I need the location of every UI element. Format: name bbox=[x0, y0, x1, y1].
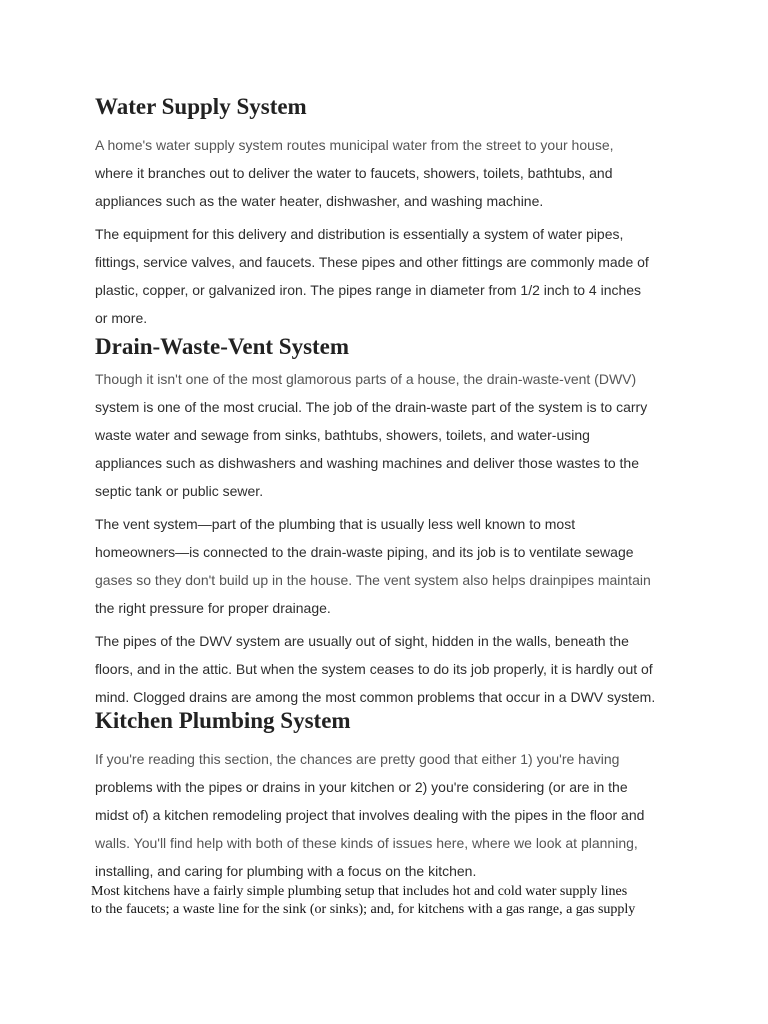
text-line: system is one of the most crucial. The job of the drain-waste part of the system is to carry bbox=[95, 399, 648, 415]
text-line: The equipment for this delivery and distribution is essentially a system of water pipes, bbox=[95, 226, 624, 242]
text-line: fittings, service valves, and faucets. These pipes and other fittings are commonly made of bbox=[95, 254, 649, 270]
text-line: the right pressure for proper drainage. bbox=[95, 600, 331, 616]
text-line: or more. bbox=[95, 310, 148, 326]
text-line: problems with the pipes or drains in your kitchen or 2) you're considering (or are in the bbox=[95, 779, 628, 795]
text-line: homeowners—is connected to the drain-waste piping, and its job is to ventilate sewage bbox=[95, 544, 634, 560]
heading-drain-waste-vent-system: Drain-Waste-Vent System bbox=[95, 334, 350, 359]
text-line: If you're reading this section, the chances are pretty good that either 1) you're having bbox=[95, 751, 620, 767]
trailing-text-line: Most kitchens have a fairly simple plumbing setup that includes hot and cold water supply lines bbox=[91, 884, 628, 899]
text-line: midst of) a kitchen remodeling project that involves dealing with the pipes in the floor and bbox=[95, 807, 645, 823]
text-line: installing, and caring for plumbing with a focus on the kitchen. bbox=[95, 863, 477, 879]
text-line: The vent system—part of the plumbing that is usually less well known to most bbox=[95, 516, 576, 532]
text-line: appliances such as dishwashers and washing machines and deliver those wastes to the bbox=[95, 455, 639, 471]
text-line: Though it isn't one of the most glamorous parts of a house, the drain-waste-vent (DWV) bbox=[95, 371, 637, 387]
text-line: walls. You'll find help with both of these kinds of issues here, where we look at planning, bbox=[95, 835, 638, 851]
heading-water-supply-system: Water Supply System bbox=[95, 94, 307, 119]
text-line: where it branches out to deliver the water to faucets, showers, toilets, bathtubs, and bbox=[95, 165, 613, 181]
text-line: mind. Clogged drains are among the most common problems that occur in a DWV system. bbox=[95, 689, 656, 705]
text-line: gases so they don't build up in the house. The vent system also helps drainpipes maintain bbox=[95, 572, 651, 588]
text-line: septic tank or public sewer. bbox=[95, 483, 264, 499]
heading-kitchen-plumbing-system: Kitchen Plumbing System bbox=[95, 708, 351, 733]
text-line: The pipes of the DWV system are usually out of sight, hidden in the walls, beneath the bbox=[95, 633, 629, 649]
text-line: floors, and in the attic. But when the system ceases to do its job properly, it is hardly out of bbox=[95, 661, 653, 677]
text-line: waste water and sewage from sinks, bathtubs, showers, toilets, and water-using bbox=[95, 427, 590, 443]
text-line: plastic, copper, or galvanized iron. The pipes range in diameter from 1/2 inch to 4 inches bbox=[95, 282, 642, 298]
trailing-text-line: to the faucets; a waste line for the sink (or sinks); and, for kitchens with a gas range, a gas supply bbox=[91, 902, 636, 917]
text-line: A home's water supply system routes municipal water from the street to your house, bbox=[95, 137, 614, 153]
text-line: appliances such as the water heater, dishwasher, and washing machine. bbox=[95, 193, 544, 209]
